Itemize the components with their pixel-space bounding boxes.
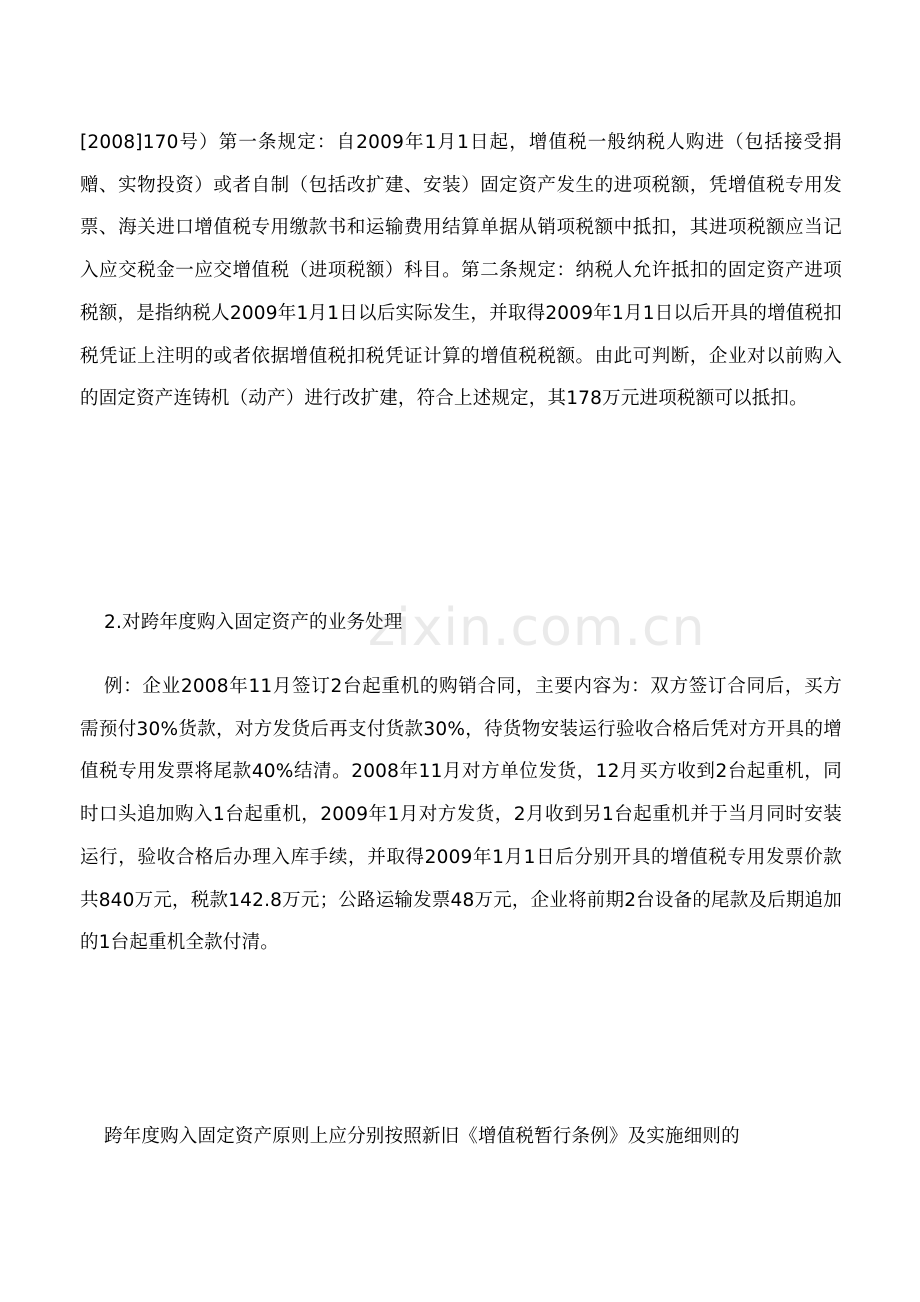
paragraph-example: 例：企业2008年11月签订2台起重机的购销合同，主要内容为：双方签订合同后，买方需预付30%货款，对方发货后再支付货款30%，待货物安装运行验收合格后凭对方开具的增值税专用发票将尾款40%结清。2008年11月对方单位发货，12月买方收到2台起重机，同时口头追加购入1台起重机，2009年1月对方发货，2月收到另1台起重机并于当月同时安装运行，验收合格后办理入库手续，并取得2009年1月1日后分别开具的增值税专用发票价款共840万元，税款142.8万元；公路运输发票48万元，企业将前期2台设备的尾款及后期追加的1台起重机全款付清。: [80, 676, 842, 954]
paragraph-principle: 跨年度购入固定资产原则上应分别按照新旧《增值税暂行条例》及实施细则的: [104, 1126, 740, 1147]
paragraph-vat-rules: [2008]170号）第一条规定：自2009年1月1日起，增值税一般纳税人购进（包括接受捐赠、实物投资）或者自制（包括改扩建、安装）固定资产发生的进项税额，凭增值税专用发票、海关进口增值税专用缴款书和运输费用结算单据从销项税额中抵扣，其进项税额应当记入应交税金一应交增值税（进项税额）科目。第二条规定：纳税人允许抵扣的固定资产进项税额，是指纳税人2009年1月1日以后实际发生，并取得2009年1月1日以后开具的增值税扣税凭证上注明的或者依据增值税扣税凭证计算的增值税税额。由此可判断，企业对以前购入的固定资产连铸机（动产）进行改扩建，符合上述规定，其178万元进项税额可以抵扣。: [80, 132, 842, 410]
section-heading-cross-year-purchase: 2.对跨年度购入固定资产的业务处理: [104, 612, 403, 633]
watermark-text: zixin.com.cn: [368, 598, 706, 658]
